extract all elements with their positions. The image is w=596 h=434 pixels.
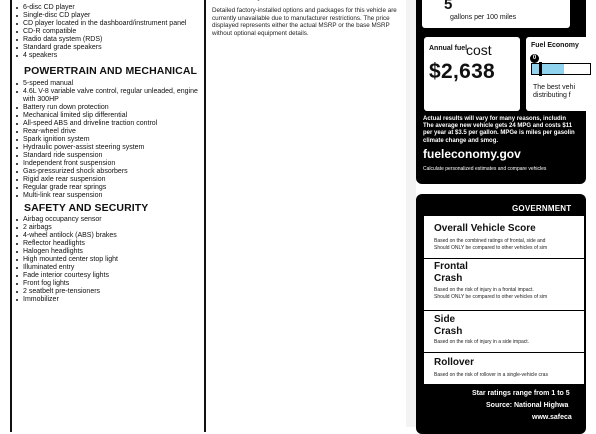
rating-title: Frontal Crash: [434, 261, 468, 284]
safety-footer-source: Source: National Highwa: [486, 402, 569, 409]
equipment-item: Fade interior courtesy lights: [12, 272, 204, 280]
fueleconomy-site-link[interactable]: fueleconomy.gov: [423, 147, 521, 161]
equipment-item: All-speed ABS and driveline traction control: [12, 120, 204, 128]
rating-row-overall: [424, 216, 584, 254]
note-line: climate change and smog.: [423, 137, 499, 144]
fuel-economy-bar-fill: [532, 64, 564, 74]
rating-title: Overall Vehicle Score: [434, 223, 536, 234]
column-gap: [406, 0, 416, 427]
equipment-item: CD-R compatible: [12, 28, 204, 36]
scale-zero-marker: 0: [530, 54, 539, 63]
safety-header: GOVERNMENT: [512, 204, 572, 213]
equipment-item: Standard ride suspension: [12, 152, 204, 160]
equipment-column: [10, 0, 206, 432]
equipment-item: High mounted center stop light: [12, 256, 204, 264]
equipment-item: Front fog lights: [12, 280, 204, 288]
fueleconomy-site-subtext: Calculate personalized estimates and compare vehicles: [423, 166, 547, 172]
rating-desc: Based on the risk of rollover in a single-vehicle cras: [434, 372, 548, 378]
gallons-value: 5: [444, 0, 453, 13]
rating-title: Rollover: [434, 357, 475, 368]
equipment-item: 6-disc CD player: [12, 4, 204, 12]
equipment-item: Regular grade rear springs: [12, 184, 204, 192]
annual-cost-word: cost: [466, 42, 492, 58]
optional-equipment-column: [206, 0, 406, 432]
scale-text: [533, 84, 575, 100]
rating-desc: Based on the risk of injury in a frontal impact.: [434, 287, 534, 293]
note-line: Actual results will vary for many reasons, includin: [423, 116, 567, 122]
note-line: The average new vehicle gets 24 MPG and costs $11: [423, 123, 573, 130]
equipment-item: Single-disc CD player: [12, 12, 204, 20]
fuel-economy-note: [423, 116, 583, 145]
scale-text-line-1: The best vehi: [533, 84, 576, 91]
annual-fuel-cost-box: [424, 37, 520, 111]
fuel-economy-scale-box: [526, 37, 596, 111]
equipment-item: Immobilizer: [12, 296, 204, 304]
rating-desc: Should ONLY be compared to other vehicles of sim: [434, 244, 548, 251]
rating-row-rollover: [424, 352, 584, 384]
equipment-item: Battery run down protection: [12, 104, 204, 112]
equipment-item: Radio data system (RDS): [12, 36, 204, 44]
safety-list: [12, 216, 204, 304]
fuel-economy-bar: [531, 63, 591, 75]
equipment-item: 4.6L V-8 variable valve control, regular unleaded, engine with 300HP: [12, 88, 204, 104]
fuel-economy-label: [416, 0, 586, 184]
gallons-label: gallons per 100 miles: [450, 14, 517, 21]
equipment-item: Rear-wheel drive: [12, 128, 204, 136]
equipment-item: Mechanical limited slip differential: [12, 112, 204, 120]
equipment-item: Reflector headlights: [12, 240, 204, 248]
equipment-item: 4 speakers: [12, 52, 204, 60]
gallons-per-100-box: [422, 0, 570, 28]
fuel-economy-scale-label: Fuel Economy: [531, 42, 579, 49]
powertrain-list: [12, 80, 204, 200]
equipment-item: 2 airbags: [12, 224, 204, 232]
section-title-powertrain: POWERTRAIN AND MECHANICAL: [24, 65, 198, 77]
safety-footer-stars: Star ratings range from 1 to 5: [472, 390, 570, 397]
equipment-item: Multi-link rear suspension: [12, 192, 204, 200]
rating-row-frontal: [424, 258, 584, 310]
note-line: per year at $3.5 per gallon. MPGe is miles per gasolin: [423, 130, 575, 137]
safety-footer-link[interactable]: www.safeca: [532, 414, 572, 421]
equipment-item: Independent front suspension: [12, 160, 204, 168]
equipment-item: Rigid axle rear suspension: [12, 176, 204, 184]
equipment-item: 4-wheel antilock (ABS) brakes: [12, 232, 204, 240]
safety-ratings-panel: [424, 216, 584, 384]
optional-equipment-title: [212, 0, 400, 2]
section-title-safety: SAFETY AND SECURITY: [24, 202, 149, 214]
rating-row-side: [424, 310, 584, 352]
entertainment-list: [12, 4, 204, 60]
equipment-item: CD player located in the dashboard/instrument panel: [12, 20, 204, 28]
optional-equipment-text: Detailed factory-installed options and packages for this vehicle are currently unavailable due to manufacturer restrictions. The price displayed represents either the actual MSRP or the base MSRP without optional equipment details.: [212, 7, 397, 37]
rating-desc: Based on the risk of injury in a side impact.: [434, 339, 530, 345]
safety-ratings-label: [416, 194, 586, 434]
equipment-item: 5-speed manual: [12, 80, 204, 88]
scale-text-line-2: distributing f: [533, 92, 571, 99]
rating-desc: Based on the combined ratings of frontal, side and: [434, 238, 546, 244]
equipment-item: Airbag occupancy sensor: [12, 216, 204, 224]
annual-fuel-amount: $2,638: [429, 60, 496, 83]
annual-fuel-label: Annual fuel: [429, 45, 468, 52]
equipment-item: 2 seatbelt pre-tensioners: [12, 288, 204, 296]
equipment-item: Halogen headlights: [12, 248, 204, 256]
equipment-item: Spark ignition system: [12, 136, 204, 144]
rating-title: Side Crash: [434, 314, 463, 337]
equipment-item: Gas-pressurized shock absorbers: [12, 168, 204, 176]
rating-desc: Should ONLY be compared to other vehicles of sim: [434, 293, 548, 300]
equipment-item: Standard grade speakers: [12, 44, 204, 52]
equipment-item: Hydraulic power-assist steering system: [12, 144, 204, 152]
fuel-economy-bar-tick: [539, 62, 542, 76]
equipment-item: Illuminated entry: [12, 264, 204, 272]
